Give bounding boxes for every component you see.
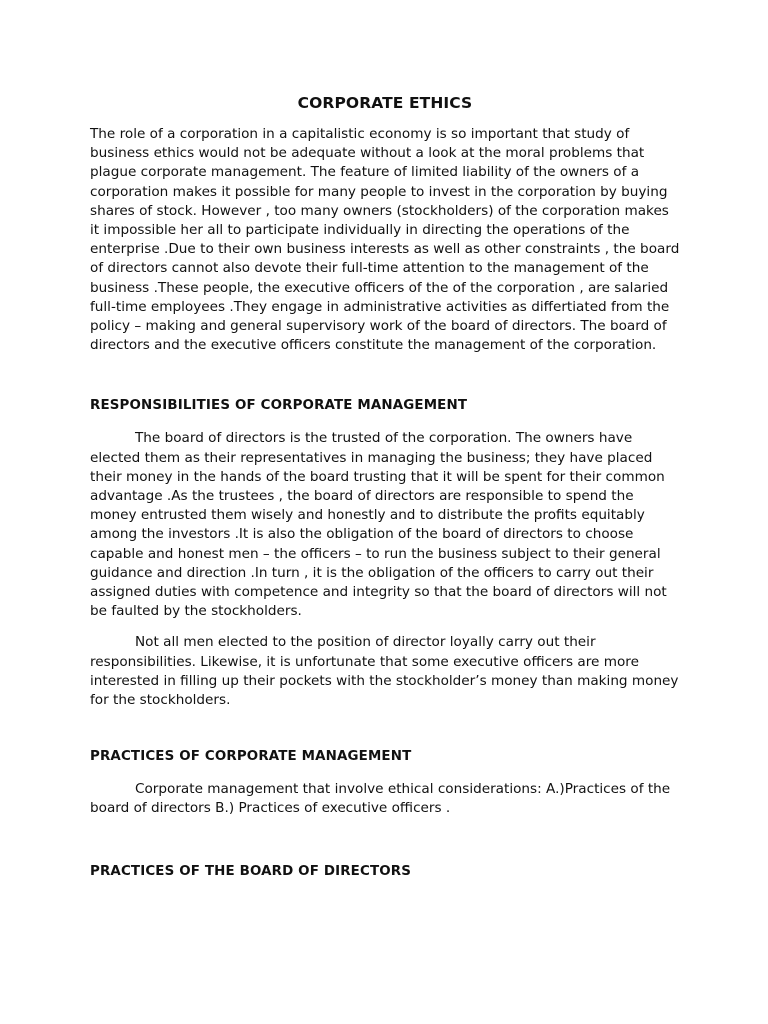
document-title: CORPORATE ETHICS bbox=[297, 94, 473, 112]
section-heading-practices-board: PRACTICES OF THE BOARD OF DIRECTORS bbox=[90, 863, 412, 879]
document-body bbox=[90, 93, 680, 881]
responsibilities-paragraph-2: Not all men elected to the position of director loyally carry out their responsibilities. Likewise, it is unfortunate that some executive officers are more interested in filling up their pockets with the stockholder’s money than making money for the stockholders. bbox=[90, 634, 679, 709]
spacer bbox=[90, 621, 680, 633]
section-heading-responsibilities: RESPONSIBILITIES OF CORPORATE MANAGEMENT bbox=[90, 398, 468, 414]
section-heading-practices-management: PRACTICES OF CORPORATE MANAGEMENT bbox=[90, 749, 412, 765]
practices-management-paragraph: Corporate management that involve ethical considerations: A.)Practices of the board of directors B.) Practices of executive officers . bbox=[90, 781, 671, 817]
spacer bbox=[90, 415, 680, 429]
spacer bbox=[90, 766, 680, 780]
spacer bbox=[90, 355, 680, 396]
intro-paragraph: The role of a corporation in a capitalistic economy is so important that study of business ethics would not be adequate without a look at the moral problems that plague corporate management. The feature of limited liability of the owners of a corporation makes it possible for many people to invest in the corporation by buying shares of stock. However , too many owners (stockholders) of the corporation makes it impossible her all to participate individually in directing the operations of the enterprise .Due to their own business interests as well as other constraints , the board of directors cannot also devote their full-time attention to the management of the business .These people, the executive officers of the of the corporation , are salaried full-time employees .They engage in administrative activities as differtiated from the policy – making and general supervisory work of the board of directors. The board of directors and the executive officers constitute the management of the corporation. bbox=[90, 126, 680, 354]
spacer bbox=[90, 819, 680, 862]
spacer bbox=[90, 710, 680, 747]
responsibilities-paragraph-1: The board of directors is the trusted of the corporation. The owners have elected them as their representatives in managing the business; they have placed their money in the hands of the board trusting that it will be spent for their common advantage .As the trustees , the board of directors are responsible to spend the money entrusted them wisely and honestly and to distribute the profits equitably among the investors .It is also the obligation of the board of directors to choose capable and honest men – the officers – to run the business subject to their general guidance and direction .In turn , it is the obligation of the officers to carry out their assigned duties with competence and integrity so that the board of directors will not be faulted by the stockholders. bbox=[90, 430, 667, 620]
